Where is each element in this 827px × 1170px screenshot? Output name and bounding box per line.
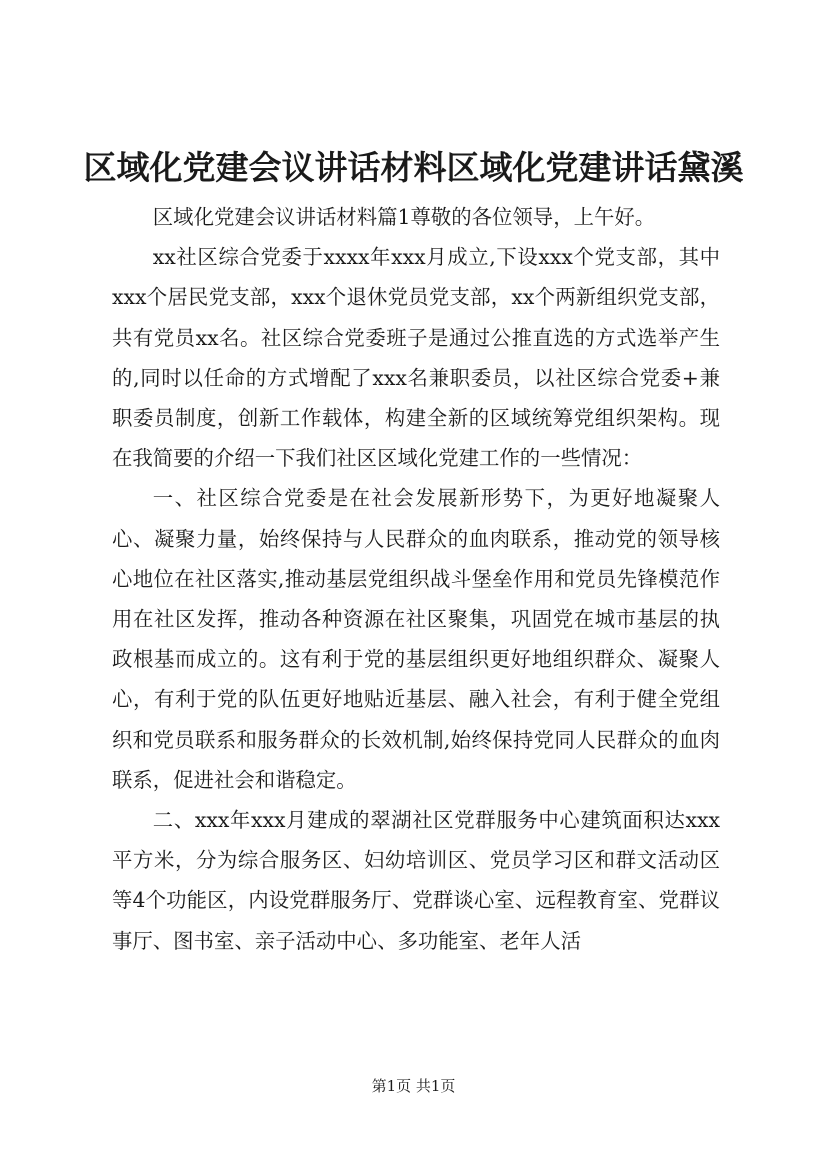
- document-body: [112, 197, 720, 961]
- paragraph-overview: xx社区综合党委于xxxx年xxx月成立,下设xxx个党支部，其中xxx个居民党支部，xxx个退休党员党支部，xx个两新组织党支部，共有党员xx名。社区综合党委班子是通过公推直选的方式选举产生的,同时以任命的方式增配了xxx名兼职委员，以社区综合党委+兼职委员制度，创新工作载体，构建全新的区域统筹党组织架构。现在我简要的介绍一下我们社区区域化党建工作的一些情况：: [112, 245, 720, 471]
- paragraph-intro: 区域化党建会议讲话材料篇1尊敬的各位领导，上午好。: [152, 205, 656, 229]
- page-number-footer: 第1页 共1页: [371, 1077, 456, 1095]
- document-title: 区域化党建会议讲话材料区域化党建讲话黛溪: [83, 148, 744, 187]
- paragraph-section-two: 二、xxx年xxx月建成的翠湖社区党群服务中心建筑面积达xxx平方米，分为综合服务区、妇幼培训区、党员学习区和群文活动区等4个功能区，内设党群服务厅、党群谈心室、远程教育室、党群议事厅、图书室、亲子活动中心、多功能室、老年人活: [112, 808, 720, 953]
- paragraph-section-one: 一、社区综合党委是在社会发展新形势下，为更好地凝聚人心、凝聚力量，始终保持与人民群众的血肉联系，推动党的领导核心地位在社区落实,推动基层党组织战斗堡垒作用和党员先锋模范作用在社区发挥，推动各种资源在社区聚集，巩固党在城市基层的执政根基而成立的。这有利于党的基层组织更好地组织群众、凝聚人心，有利于党的队伍更好地贴近基层、融入社会，有利于健全党组织和党员联系和服务群众的长效机制,始终保持党同人民群众的血肉联系，促进社会和谐稳定。: [112, 486, 720, 792]
